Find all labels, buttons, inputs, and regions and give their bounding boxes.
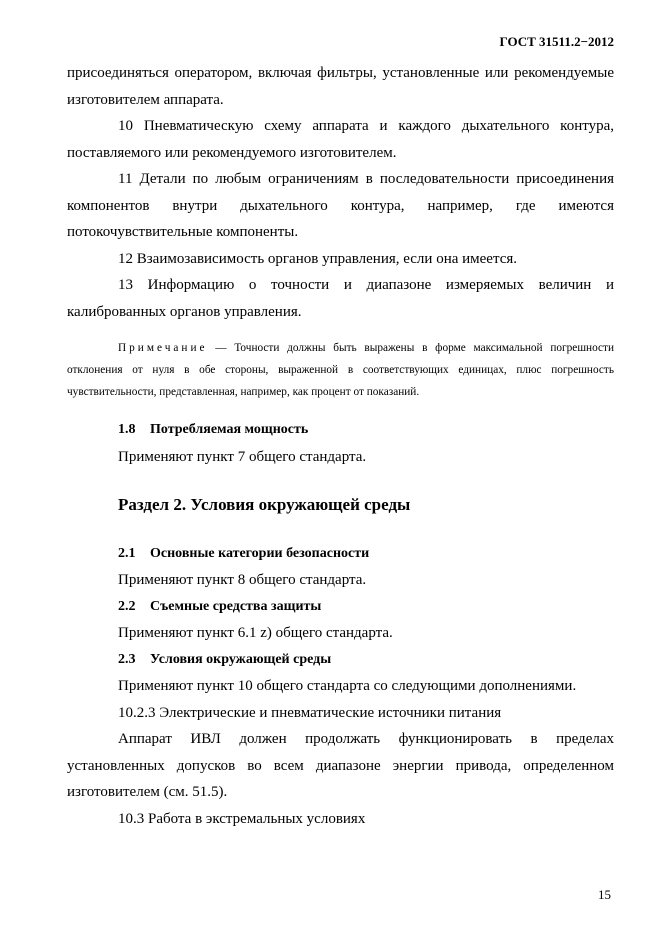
- section-body-2-2: Применяют пункт 6.1 z) общего стандарта.: [118, 625, 393, 641]
- page-content: [67, 60, 614, 832]
- section-heading-2-2: 2.2 Съемные средства защиты: [118, 598, 322, 614]
- note-label: Примечание: [118, 342, 208, 354]
- paragraph-item-12: 12 Взаимозависимость органов управления, если она имеется.: [118, 250, 518, 267]
- paragraph-item-11: 11 Детали по любым ограничениям в последовательности присоединения компонентов внутри дыхательного контура, например, где имеются потокочувствительные компоненты.: [67, 171, 614, 240]
- subsection-body-10-2-3: Аппарат ИВЛ должен продолжать функционировать в пределах установленных допусков во всем диапазоне энергии привода, определенном изготовителем (см. 51.5).: [67, 731, 614, 800]
- subsection-heading-10-2-3: 10.2.3 Электрические и пневматические источники питания: [118, 704, 502, 721]
- section-body-2-3: Применяют пункт 10 общего стандарта со следующими дополнениями.: [118, 678, 577, 694]
- paragraph-item-13: 13 Информацию о точности и диапазоне измеряемых величин и калиброванных органов управления.: [67, 277, 614, 320]
- subsection-heading-10-3: 10.3 Работа в экстремальных условиях: [118, 810, 366, 827]
- section-heading-1-8: 1.8 Потребляемая мощность: [118, 422, 309, 437]
- paragraph-continuation: присоединяться оператором, включая фильтры, установленные или рекомендуемые изготовителем аппарата.: [67, 65, 614, 108]
- standard-header: ГОСТ 31511.2−2012: [499, 34, 614, 49]
- page-number: 15: [598, 887, 611, 902]
- part-heading-2: Раздел 2. Условия окружающей среды: [118, 495, 411, 514]
- note-text: — Точности должны быть выражены в форме максимальной погрешности отклонения от нуля в обе стороны, выраженной в соответствующих единицах, плюс погрешность чувствительности, представленная, например, как процент от показаний.: [67, 342, 614, 398]
- section-body-2-1: Применяют пункт 8 общего стандарта.: [118, 572, 367, 588]
- section-heading-2-1: 2.1 Основные категории безопасности: [118, 545, 370, 561]
- section-body-1-8: Применяют пункт 7 общего стандарта.: [118, 448, 367, 465]
- paragraph-item-10: 10 Пневматическую схему аппарата и каждого дыхательного контура, поставляемого или рекомендуемого изготовителем.: [67, 118, 614, 161]
- section-heading-2-3: 2.3 Условия окружающей среды: [118, 651, 332, 667]
- note-block: [67, 337, 614, 403]
